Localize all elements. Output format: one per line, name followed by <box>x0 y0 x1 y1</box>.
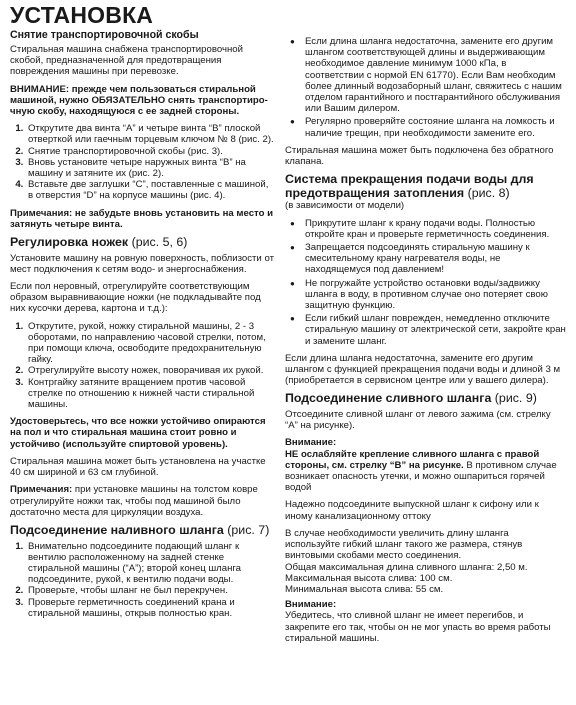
figure-ref: (рис. 7) <box>227 522 270 537</box>
list-item: 4. Вставьте две заглушки “C”, поставленные с машиной, в отверстия “D” на корпусе машины (рис. 4). <box>26 179 274 201</box>
attention-label: Внимание: <box>285 599 337 611</box>
steps-list <box>10 321 274 411</box>
paragraph: Отсоедините сливной шланг от левого зажима (см. стрелку “A” на рисунке). <box>285 409 551 432</box>
note-text: при установке машины на толстом ковре отрегулируйте ножки так, чтобы под машиной было достаточно места для циркуляции воздуха. <box>10 484 258 518</box>
attention-bold: НЕ ослабляйте крепление сливного шланга с правой стороны, см. стрелку “B” на рисунке. <box>285 448 540 471</box>
spec-line: Минимальная высота слива: 55 см. <box>285 583 444 595</box>
list-item: 2. Снятие транспортировочной скобы (рис. 3). <box>26 146 274 157</box>
heading-text: Регулировка ножек <box>10 235 129 250</box>
heading-inlet-hose <box>10 524 274 538</box>
attention-label: Внимание: <box>285 437 337 449</box>
paragraph: Если пол неровный, отрегулируйте соответствующим образом выравнивающие ножки (не подкладывайте под них кусочки дерева, картона и т.д.): <box>10 281 261 315</box>
attention-text: В противном случае возникает опасность утечки, и можно ошпариться горячей водой <box>285 459 557 494</box>
bullet-list <box>285 36 566 139</box>
list-item: ● Если гибкий шланг поврежден, немедленно отключите стиральную машину от электрической сети, закройте кран и замените шланг. <box>305 313 566 347</box>
bullet-list <box>285 218 566 347</box>
list-item: 1. Внимательно подсоедините подающий шланг к вентилю расположенному на задней стенке стиральной машины (“A”); второй конец шланга подсоедините, рукой, к вентилю подачи воды. <box>26 541 274 586</box>
list-item: 3. Проверьте герметичность соединений крана и стиральной машины, открыв полностью кран. <box>26 597 274 619</box>
heading-anti-flood <box>285 173 566 200</box>
note-text: Примечания: не забудьте вновь установить на место и затянуть четыре винта. <box>10 207 274 230</box>
list-item: 2. Отрегулируйте высоту ножек, поворачивая их рукой. <box>26 365 274 376</box>
attention-paragraph <box>285 449 566 494</box>
heading-text: Подсоединение сливного шланга <box>285 391 492 406</box>
figure-ref: (рис. 8) <box>467 185 510 200</box>
list-item: 3. Контргайку затяните вращением против часовой стрелке по отношению к нижней части стиральной машины. <box>26 377 274 411</box>
subtitle: (в зависимости от модели) <box>285 200 405 212</box>
left-column <box>10 29 274 625</box>
steps-list <box>10 541 274 619</box>
spec-line: Общая максимальная длина сливного шланга: 2,50 м. <box>285 561 528 573</box>
figure-ref: (рис. 9) <box>494 391 537 406</box>
note-label: Примечания: <box>10 484 73 496</box>
list-item: 2. Проверьте, чтобы шланг не был перекручен. <box>26 585 274 596</box>
paragraph: Стиральная машина снабжена транспортировочной скобой, предназначенной для предотвращения повреждения машины при перевозке. <box>10 44 243 78</box>
steps-list <box>10 123 274 201</box>
paragraph: Если длина шланга недостаточна, замените его другим шлангом с функцией прекращения подачи воды и длиной 3 м (приобретается в сервисном центре или у вашего дилера). <box>285 352 561 387</box>
list-item: ● Регулярно проверяйте состояние шланга на ломкость и наличие трещин, при необходимости замените его. <box>305 116 566 138</box>
list-item: 1. Открутите, рукой, ножку стиральной машины, 2 - 3 оборотами, по направлению часовой стрелки, потом, при помощи ключа, освободите предохранительную гайку. <box>26 321 274 366</box>
list-item: ● Запрещается подсоединять стиральную машину к смесительному крану нагревателя воды, не находящемуся под давлением! <box>305 242 566 276</box>
right-column <box>285 36 566 650</box>
list-item: 3. Вновь установите четыре наружных винта “B” на машину и затяните их (рис. 2). <box>26 157 274 179</box>
paragraph: Надежно подсоедините выпускной шланг к сифону или к иному канализационному оттоку <box>285 499 539 522</box>
spec-line: Максимальная высота слива: 100 см. <box>285 572 453 584</box>
page-title: УСТАНОВКА <box>10 2 154 28</box>
list-item: 1. Открутите два винта “A” и четыре винта “B” плоской отверткой или гаечным торцевым ключом № 8 (рис. 2). <box>26 123 274 145</box>
list-item: ● Прикрутите шланг к крану подачи воды. Полностью откройте кран и проверьте герметичность соединения. <box>305 218 566 240</box>
heading-text: Подсоединение наливного шланга <box>10 522 224 537</box>
heading-drain-hose <box>285 392 566 406</box>
heading-text: Система прекращения подачи воды для предотвращения затопления <box>285 172 534 200</box>
note-paragraph <box>10 484 274 518</box>
figure-ref: (рис. 5, 6) <box>131 235 188 250</box>
heading-feet-adjustment <box>10 236 274 250</box>
list-item: ● Если длина шланга недостаточна, замените его другим шлангом соответствующей длины и выдерживающим необходимое давление минимум 1000 кПа, в соответствии с нормой EN 61770). Если Вам необходим более длинный водозаборный шланг, свяжитесь с нашим отделом гарантийного и постгарантийного обслуживания или Вашим дилером. <box>305 36 566 114</box>
paragraph: Стиральная машина может быть установлена на участке 40 см шириной и 63 см глубиной. <box>10 455 266 479</box>
warning-text: ВНИМАНИЕ: прежде чем пользоваться стиральной машиной, нужно ОБЯЗАТЕЛЬНО снять транспортиро- чную скобу, находящуюся с ее задней стороны. <box>10 83 268 118</box>
paragraph: Установите машину на ровную поверхность, поблизости от мест подключения к сетям водо- и энергоснабжения. <box>10 252 274 275</box>
bold-paragraph: Удостоверьтесь, что все ножки устойчиво опираются на пол и что стиральная машина стоит ровно и устойчиво (используйте спиртовой уровень). <box>10 416 266 450</box>
paragraph: Стиральная машина может быть подключена без обратного клапана. <box>285 144 554 168</box>
heading-bracket-removal: Снятие транспортировочной скобы <box>10 29 199 41</box>
list-item: ● Не погружайте устройство остановки воды/задвижку шланга в воду, в противном случае оно потеряет свою защитную функцию. <box>305 278 566 312</box>
paragraph: В случае необходимости увеличить длину шланга используйте гибкий шланг такого же размера, стянув винтовыми скобами место соединения. <box>285 527 523 562</box>
attention-text: Убедитесь, что сливной шланг не имеет перегибов, и закрепите его так, чтобы он не мог упасть во время работы стиральной машины. <box>285 610 551 644</box>
